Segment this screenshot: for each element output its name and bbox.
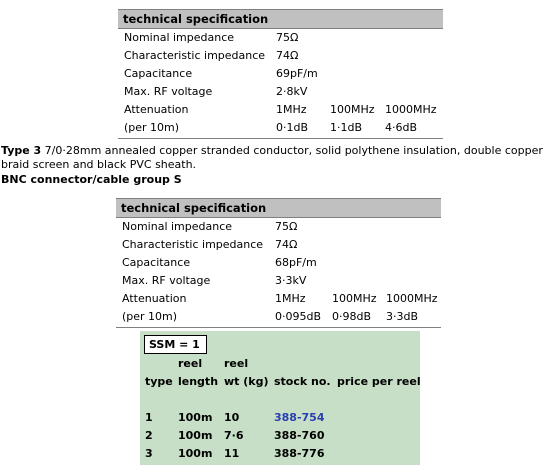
- spec-value: 74Ω: [276, 49, 299, 62]
- spec-label: Capacitance: [122, 256, 191, 269]
- cable-type-label: Type 3: [1, 144, 42, 157]
- spec-value: 69pF/m: [276, 67, 318, 80]
- spec-value: 1MHz: [276, 103, 307, 116]
- spec-label: (per 10m): [124, 121, 180, 134]
- spec-value: 75Ω: [275, 220, 298, 233]
- spec-value: 0·095dB: [275, 310, 322, 323]
- header-price-per-reel: price per reel: [337, 375, 421, 388]
- stock-number-link[interactable]: 388-754: [274, 411, 325, 424]
- row-reel-wt: 11: [224, 447, 240, 460]
- ssm-badge: SSM = 1: [144, 335, 207, 354]
- row-type: 2: [145, 429, 153, 442]
- spec-value: 3·3kV: [275, 274, 307, 287]
- spec-row: [118, 119, 443, 137]
- header-reel-length: length: [178, 375, 219, 388]
- stock-number: 388-760: [274, 429, 325, 442]
- divider: [116, 327, 441, 328]
- spec-value: 1000MHz: [385, 103, 437, 116]
- spec-label: (per 10m): [122, 310, 178, 323]
- spec-value: 1·1dB: [330, 121, 363, 134]
- spec-label: Capacitance: [124, 67, 193, 80]
- row-reel-wt: 7·6: [224, 429, 244, 442]
- spec-title: technical specification: [116, 198, 441, 218]
- row-type: 1: [145, 411, 153, 424]
- spec-row: [118, 101, 443, 119]
- spec-value: 3·3dB: [386, 310, 419, 323]
- spec-title: technical specification: [118, 9, 443, 29]
- spec-value: 2·8kV: [276, 85, 308, 98]
- spec-label: Nominal impedance: [122, 220, 233, 233]
- header-type: type: [145, 375, 173, 388]
- spec-row: [116, 254, 441, 272]
- spec-row: [118, 65, 443, 83]
- row-reel-length: 100m: [178, 429, 213, 442]
- row-reel-wt: 10: [224, 411, 240, 424]
- row-reel-length: 100m: [178, 411, 213, 424]
- spec-value: 4·6dB: [385, 121, 418, 134]
- spec-row: [118, 47, 443, 65]
- spec-row: [116, 272, 441, 290]
- header-reel-wt-top: reel: [224, 357, 249, 370]
- header-reel-wt: wt (kg): [224, 375, 269, 388]
- spec-value: 68pF/m: [275, 256, 317, 269]
- spec-value: 100MHz: [330, 103, 375, 116]
- header-reel-length-top: reel: [178, 357, 203, 370]
- spec-row: [116, 308, 441, 326]
- spec-value: 0·1dB: [276, 121, 309, 134]
- spec-value: 1MHz: [275, 292, 306, 305]
- spec-label: Max. RF voltage: [124, 85, 213, 98]
- spec-label: Characteristic impedance: [122, 238, 264, 251]
- header-stock-no: stock no.: [274, 375, 331, 388]
- spec-value: 1000MHz: [386, 292, 438, 305]
- spec-row: [116, 218, 441, 236]
- divider: [118, 138, 443, 139]
- spec-label: Characteristic impedance: [124, 49, 266, 62]
- spec-row: [118, 29, 443, 47]
- spec-table-top: [118, 9, 443, 139]
- spec-label: Nominal impedance: [124, 31, 235, 44]
- spec-value: 0·98dB: [332, 310, 372, 323]
- spec-value: 100MHz: [332, 292, 377, 305]
- stock-number: 388-776: [274, 447, 325, 460]
- connector-group: BNC connector/cable group S: [1, 173, 182, 186]
- cable-description: [1, 144, 551, 172]
- spec-row: [116, 290, 441, 308]
- spec-label: Attenuation: [124, 103, 189, 116]
- cable-description-text: 7/0·28mm annealed copper stranded conductor, solid polythene insulation, double copper braid screen and black PVC sheath.: [1, 144, 543, 171]
- spec-value: 75Ω: [276, 31, 299, 44]
- spec-value: 74Ω: [275, 238, 298, 251]
- row-type: 3: [145, 447, 153, 460]
- spec-row: [118, 83, 443, 101]
- spec-table-bottom: [116, 198, 441, 328]
- stock-panel: [140, 331, 420, 465]
- spec-label: Attenuation: [122, 292, 187, 305]
- spec-row: [116, 236, 441, 254]
- row-reel-length: 100m: [178, 447, 213, 460]
- spec-label: Max. RF voltage: [122, 274, 211, 287]
